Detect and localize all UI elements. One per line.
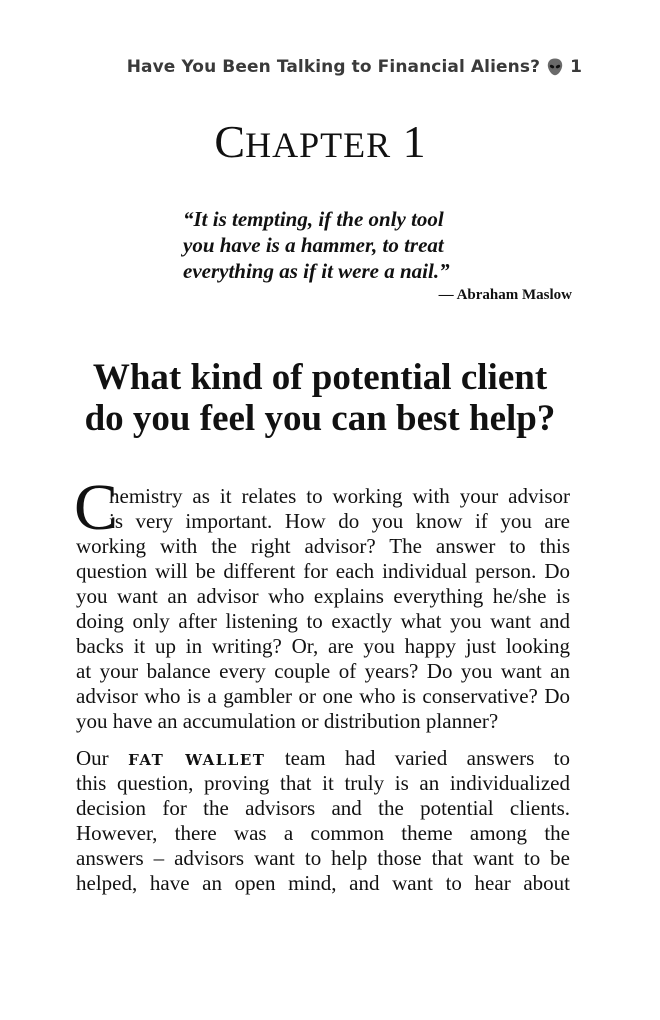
text-line	[76, 746, 570, 771]
section-heading	[0, 357, 640, 439]
section-heading-line: What kind of potential client	[92, 357, 548, 398]
text-line: However, there was a common theme among the	[76, 821, 570, 845]
text-line: backs it up in writing? Or, are you happy just looking	[76, 634, 570, 658]
page-number: 1	[570, 57, 582, 77]
text-line: working with the right advisor? The answer to this	[76, 534, 570, 558]
alien-head-icon	[547, 58, 563, 76]
text-line: answers – advisors want to help those that want to be	[76, 846, 570, 870]
chapter-title	[0, 116, 640, 171]
text-line: you want an advisor who explains everything he/she is	[76, 584, 570, 608]
chapter-number: 1	[402, 116, 426, 167]
drop-cap: C	[74, 471, 119, 544]
text-line: decision for the advisors and the potential clients.	[76, 796, 570, 820]
epigraph-line: you have is a hammer, to treat	[183, 233, 444, 257]
text-line: doing only after listening to exactly what you want and	[76, 609, 570, 633]
epigraph-quote	[183, 206, 483, 284]
epigraph-attribution: — Abraham Maslow	[438, 287, 572, 303]
running-head	[127, 57, 582, 77]
text-line: this question, proving that it truly is an individualized	[76, 771, 570, 795]
text-line: at your balance every couple of years? Do you want an	[76, 659, 570, 683]
text-line: advisor who is a gambler or one who is conservative? Do	[76, 684, 570, 708]
text-line: you have an accumulation or distribution planner?	[76, 709, 499, 733]
text-line: is very important. How do you know if you are	[109, 509, 570, 533]
text-line: hemistry as it relates to working with your advisor	[109, 484, 570, 508]
brand-name: FAT WALLET	[128, 751, 266, 769]
paragraph-1	[74, 471, 570, 734]
section-heading-line: do you feel you can best help?	[84, 398, 556, 439]
text-fragment: team had varied answers to	[284, 746, 571, 770]
chapter-title-initial: C	[214, 116, 246, 167]
paragraph-2	[76, 746, 570, 896]
text-line: question will be different for each individual person. Do	[76, 559, 570, 583]
epigraph-line: everything as if it were a nail.”	[183, 259, 450, 283]
running-head-title: Have You Been Talking to Financial Aliens?	[126, 57, 541, 77]
text-line: helped, have an open mind, and want to hear about	[76, 871, 570, 895]
text-fragment: Our	[76, 746, 109, 770]
epigraph-line: “It is tempting, if the only tool	[183, 207, 444, 231]
chapter-title-rest: HAPTER	[245, 125, 392, 165]
